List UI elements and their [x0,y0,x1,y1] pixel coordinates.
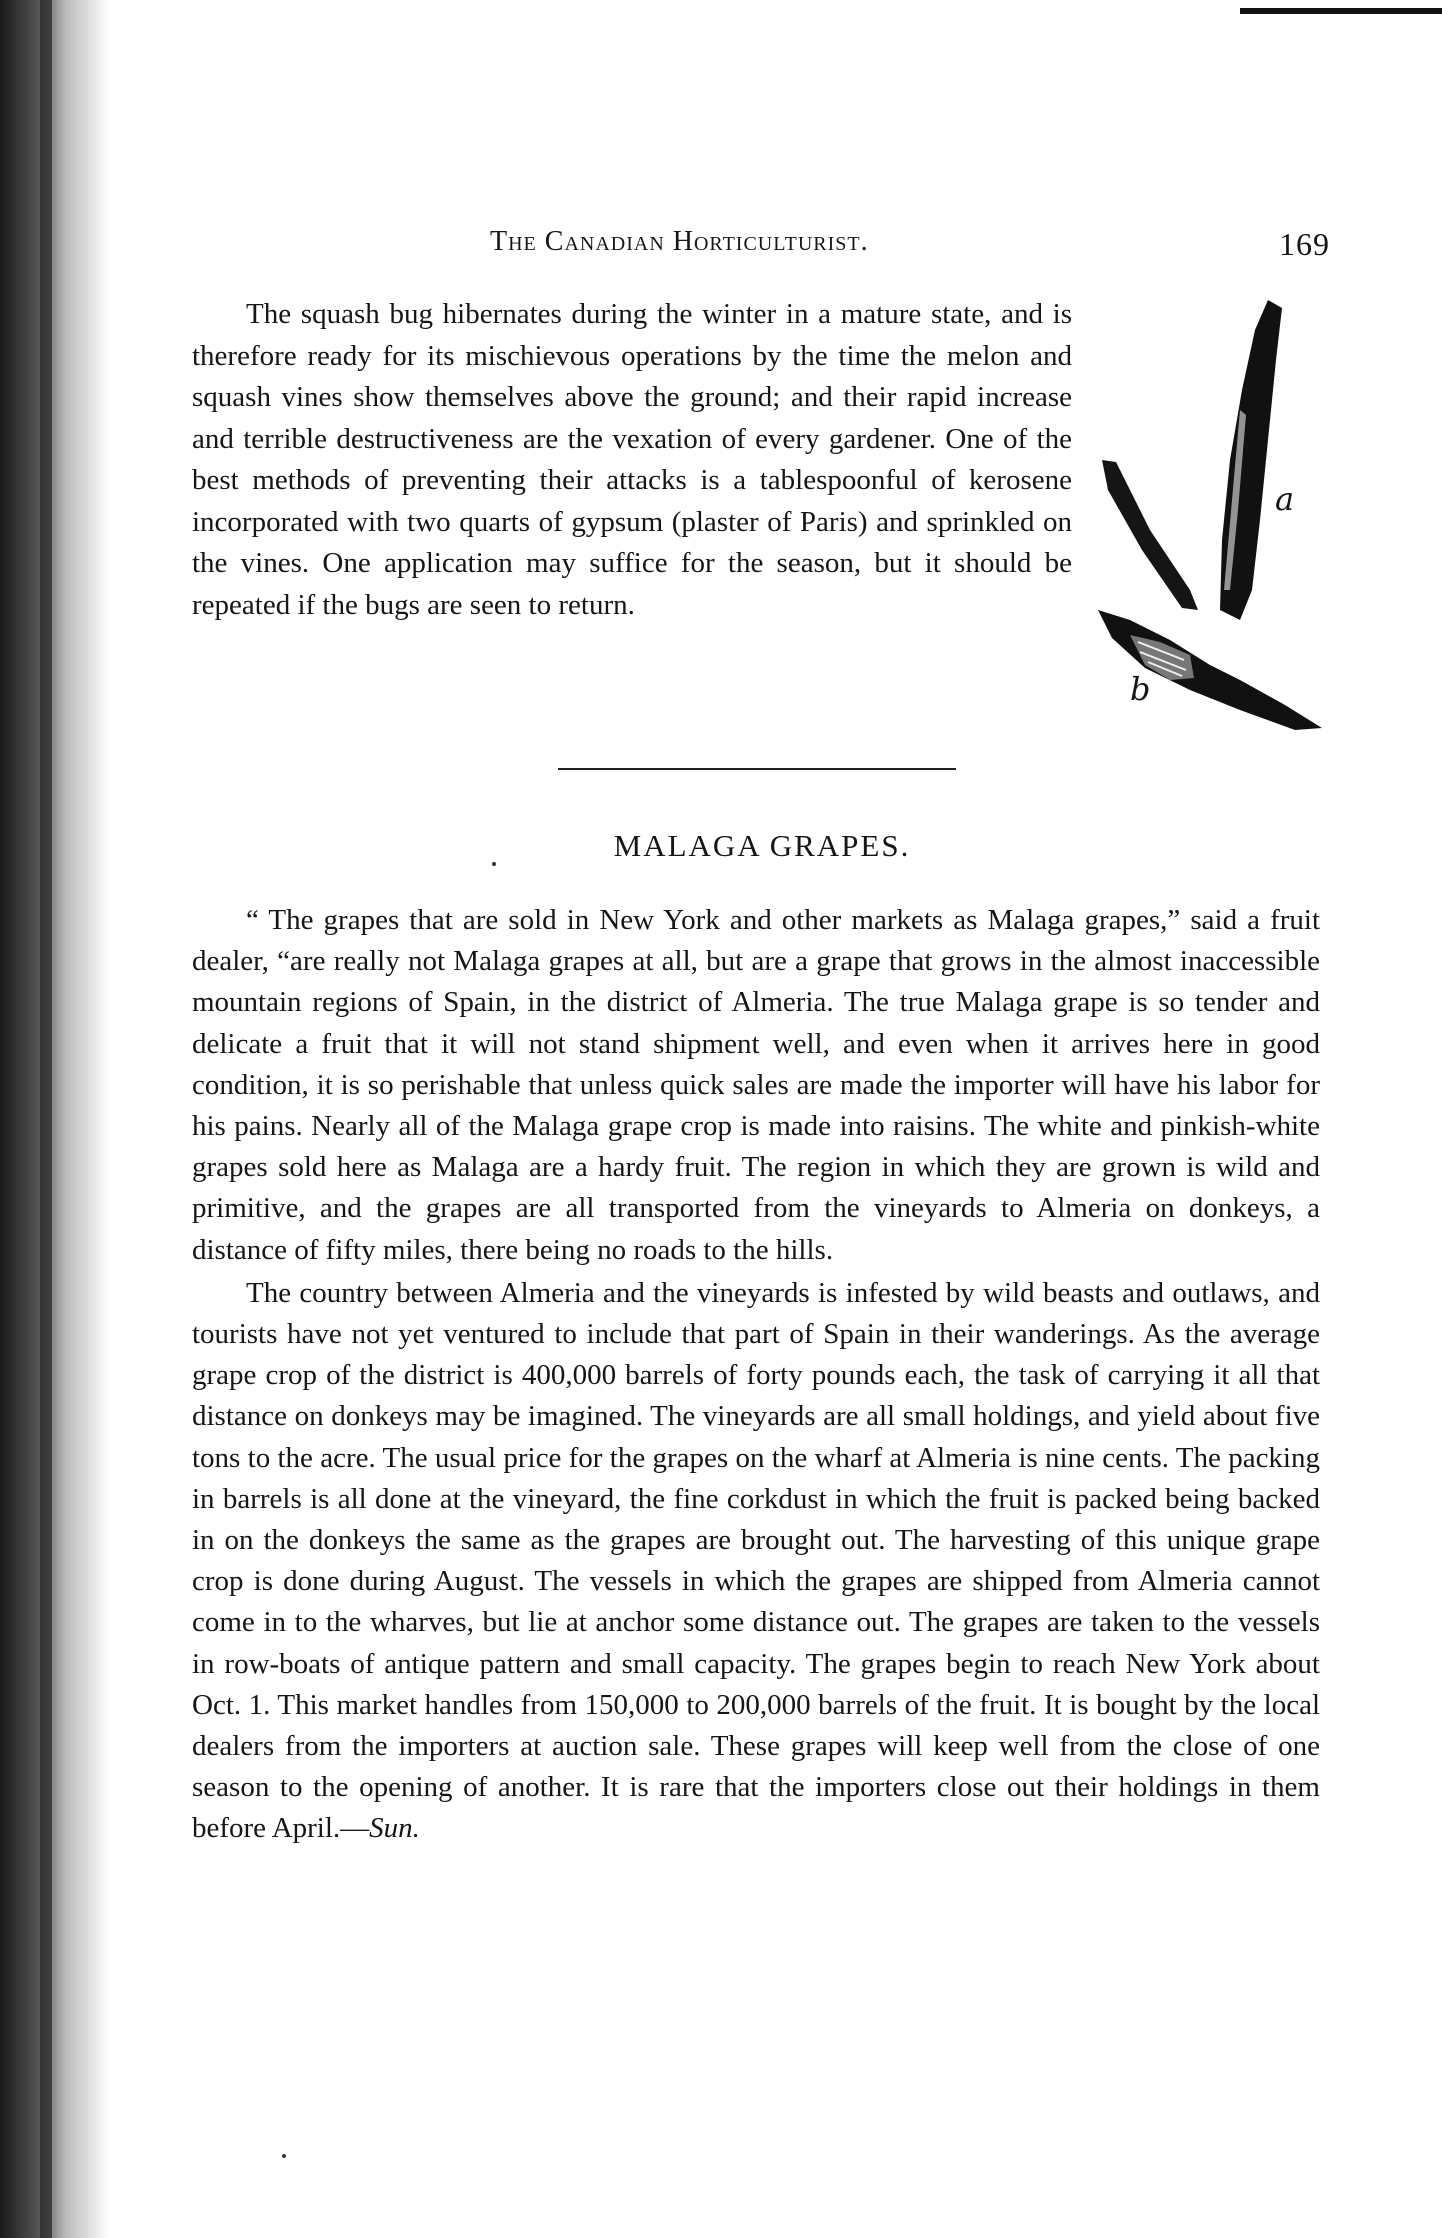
malaga-paragraph-1: “ The grapes that are sold in New York and other markets as Malaga grapes,” said a fruit dealer, “are really not Malaga grapes at all, but are a grape that grows in the almost inaccessible mountain regions of Spain, in the district of Almeria. The true Malaga grape is so tender and delicate a fruit that it will not stand shipment well, and even when it arrives here in good condition, it is so perishable that unless quick sales are made the importer will have his labor for his pains. Nearly all of the Malaga grape crop is made into raisins. The white and pinkish-white grapes sold here as Malaga are a hardy fruit. The region in which they are grown is wild and primitive, and the grapes are all transported from the vineyards to Almeria on donkeys, a distance of fifty miles, there being no roads to the hills. [192,904,1320,1266]
top-edge-rule [1240,8,1442,14]
figure-label-a: a [1275,480,1295,518]
print-speck [492,862,496,866]
squash-bug-paragraph: The squash bug hibernates during the winter in a mature state, and is therefore ready for its mischievous operations by the time the melon and squash vines show themselves above the ground; and their rapid increase and terrible destructiveness are the vexation of every gardener. One of the best methods of preventing their attacks is a tablespoonful of kerosene incorporated with two quarts of gypsum (plaster of Paris) and sprinkled on the vines. One application may suffice for the season, but it should be repeated if the bugs are seen to return. [192,298,1072,621]
squash-bug-illustration [1090,290,1350,740]
section-heading: MALAGA GRAPES. [613,828,911,863]
binding-shadow [0,0,110,2238]
print-speck [282,2154,286,2158]
running-head [190,226,1330,266]
page-number: 169 [1279,226,1330,262]
section-separator [558,768,956,770]
squash-bug-article [192,294,1072,626]
running-title: The Canadian Horticulturist. [490,226,869,257]
malaga-paragraph-2 [192,1273,1320,1850]
article-source: Sun. [369,1812,420,1845]
malaga-paragraph-2-text: The country between Almeria and the vineyards is infested by wild beasts and outlaws, and tourists have not yet ventured to include that part of Spain in their wanderings. As the average grape crop of the district is 400,000 barrels of forty pounds each, the task of carrying it all that distance on donkeys may be imagined. The vineyards are all small holdings, and yield about five tons to the acre. The usual price for the grapes on the wharf at Almeria is nine cents. The packing in barrels is all done at the vineyard, the fine corkdust in which the fruit is packed being backed in on the donkeys the same as the grapes are brought out. The harvesting of this unique grape crop is done during August. The vessels in which the grapes are shipped from Almeria cannot come in to the wharves, but lie at anchor some distance out. The grapes are taken to the vessels in row-boats of antique pattern and small capacity. The grapes begin to reach New York about Oct. 1. This market handles from 150,000 to 200,000 barrels of the fruit. It is bought by the local dealers from the importers at auction sale. These grapes will keep well from the close of one season to the opening of another. It is rare that the importers close out their holdings in them before April.— [192,1276,1320,1845]
figure-label-b: b [1130,670,1151,708]
malaga-grapes-article [192,900,1320,1850]
squash-bug-figure [1090,290,1350,740]
